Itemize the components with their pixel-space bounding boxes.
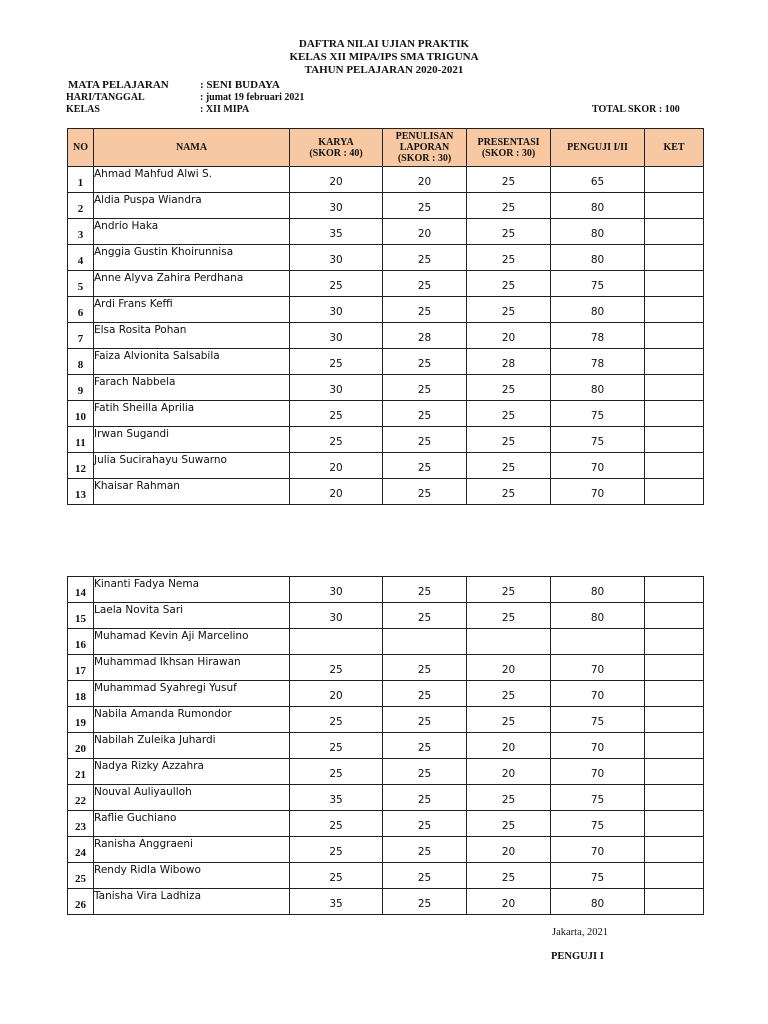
laporan-score: 20 [383,167,467,193]
ket-cell [645,245,704,271]
table-row [68,297,704,323]
laporan-score: 25 [383,577,467,603]
row-number: 5 [68,271,94,297]
document-subtitle-class: KELAS XII MIPA/IPS SMA TRIGUNA [289,51,479,63]
penguji-score: 80 [551,193,645,219]
presentasi-score: 25 [467,681,551,707]
presentasi-score: 25 [467,167,551,193]
col-header-presentasi-score: (SKOR : 30) [481,147,536,159]
laporan-score: 28 [383,323,467,349]
table-row [68,655,704,681]
col-header-presentasi [467,129,551,167]
laporan-score: 25 [383,811,467,837]
student-name: Nabilah Zuleika Juhardi [94,733,290,759]
table-row [68,375,704,401]
presentasi-score: 25 [467,863,551,889]
penguji-score: 70 [551,453,645,479]
class-value: : XII MIPA [200,104,250,115]
student-name: Raflie Guchiano [94,811,290,837]
presentasi-score: 20 [467,323,551,349]
row-number: 22 [68,785,94,811]
penguji-score: 80 [551,297,645,323]
ket-cell [645,453,704,479]
ket-cell [645,219,704,245]
student-name: Anne Alyva Zahira Perdhana [94,271,290,297]
ket-cell [645,375,704,401]
presentasi-score: 25 [467,453,551,479]
table-row [68,349,704,375]
table-row [68,889,704,915]
table-row [68,401,704,427]
penguji-score: 70 [551,759,645,785]
presentasi-score: 20 [467,759,551,785]
laporan-score: 25 [383,759,467,785]
row-number: 7 [68,323,94,349]
presentasi-score: 20 [467,837,551,863]
ket-cell [645,167,704,193]
row-number: 15 [68,603,94,629]
student-name: Laela Novita Sari [94,603,290,629]
ket-cell [645,681,704,707]
penguji-score: 70 [551,479,645,505]
ket-cell [645,759,704,785]
presentasi-score [467,629,551,655]
karya-score: 25 [290,837,383,863]
table-row [68,479,704,505]
penguji-score: 75 [551,863,645,889]
ket-cell [645,837,704,863]
ket-cell [645,629,704,655]
laporan-score: 25 [383,193,467,219]
karya-score: 20 [290,479,383,505]
col-header-presentasi-title: PRESENTASI [477,136,540,148]
table-row [68,427,704,453]
penguji-score: 75 [551,811,645,837]
penguji-score: 75 [551,427,645,453]
col-header-laporan-title-1: PENULISAN [395,131,454,142]
presentasi-score: 25 [467,193,551,219]
table-row [68,193,704,219]
penguji-score: 70 [551,681,645,707]
row-number: 2 [68,193,94,219]
karya-score: 35 [290,889,383,915]
karya-score: 35 [290,785,383,811]
row-number: 14 [68,577,94,603]
table-row [68,219,704,245]
karya-score: 25 [290,733,383,759]
student-name: Ranisha Anggraeni [94,837,290,863]
ket-cell [645,811,704,837]
laporan-score: 25 [383,349,467,375]
row-number: 25 [68,863,94,889]
row-number: 11 [68,427,94,453]
penguji-score: 70 [551,837,645,863]
karya-score: 30 [290,577,383,603]
table-row [68,603,704,629]
student-name: Anggia Gustin Khoirunnisa [94,245,290,271]
presentasi-score: 25 [467,375,551,401]
col-header-karya [290,129,383,167]
row-number: 6 [68,297,94,323]
student-name: Aldia Puspa Wiandra [94,193,290,219]
col-header-karya-score: (SKOR : 40) [309,147,363,159]
karya-score: 25 [290,707,383,733]
document-title: DAFTRA NILAI UJIAN PRAKTIK [298,38,470,50]
student-name: Julia Sucirahayu Suwarno [94,453,290,479]
table-row [68,863,704,889]
presentasi-score: 25 [467,603,551,629]
penguji-score: 75 [551,785,645,811]
row-number: 18 [68,681,94,707]
row-number: 24 [68,837,94,863]
ket-cell [645,297,704,323]
ket-cell [645,733,704,759]
laporan-score: 25 [383,837,467,863]
ket-cell [645,707,704,733]
karya-score: 25 [290,863,383,889]
penguji-score [551,629,645,655]
table-row [68,785,704,811]
date-value: : jumat 19 februari 2021 [200,92,305,103]
karya-score: 25 [290,427,383,453]
table-row [68,629,704,655]
row-number: 4 [68,245,94,271]
row-number: 9 [68,375,94,401]
laporan-score [383,629,467,655]
table-row [68,837,704,863]
laporan-score: 25 [383,271,467,297]
laporan-score: 25 [383,707,467,733]
student-name: Elsa Rosita Pohan [94,323,290,349]
karya-score: 25 [290,401,383,427]
row-number: 16 [68,629,94,655]
presentasi-score: 20 [467,655,551,681]
row-number: 3 [68,219,94,245]
laporan-score: 25 [383,655,467,681]
student-name: Andrio Haka [94,219,290,245]
laporan-score: 25 [383,401,467,427]
laporan-score: 25 [383,889,467,915]
row-number: 8 [68,349,94,375]
signer-title: PENGUJI I [551,951,604,962]
student-name: Ardi Frans Keffi [94,297,290,323]
karya-score: 30 [290,297,383,323]
student-name: Nadya Rizky Azzahra [94,759,290,785]
student-name: Ahmad Mahfud Alwi S. [94,167,290,193]
ket-cell [645,655,704,681]
presentasi-score: 25 [467,577,551,603]
student-name: Tanisha Vira Ladhiza [94,889,290,915]
ket-cell [645,785,704,811]
penguji-score: 80 [551,375,645,401]
karya-score: 30 [290,193,383,219]
row-number: 23 [68,811,94,837]
table-row [68,271,704,297]
col-header-karya-title: KARYA [318,136,354,148]
student-name: Muhamad Kevin Aji Marcelino [94,629,290,655]
subject-label: MATA PELAJARAN [68,79,169,91]
student-name: Rendy Ridla Wibowo [94,863,290,889]
table-row [68,681,704,707]
presentasi-score: 25 [467,427,551,453]
table-row [68,811,704,837]
laporan-score: 25 [383,785,467,811]
laporan-score: 20 [383,219,467,245]
student-name: Fatih Sheilla Aprilia [94,401,290,427]
laporan-score: 25 [383,603,467,629]
penguji-score: 70 [551,733,645,759]
presentasi-score: 25 [467,707,551,733]
laporan-score: 25 [383,733,467,759]
ket-cell [645,479,704,505]
karya-score: 30 [290,375,383,401]
penguji-score: 78 [551,323,645,349]
karya-score: 25 [290,349,383,375]
penguji-score: 80 [551,219,645,245]
col-header-penguji: PENGUJI I/II [551,129,645,167]
presentasi-score: 20 [467,733,551,759]
ket-cell [645,603,704,629]
penguji-score: 80 [551,603,645,629]
student-name: Muhammad Syahregi Yusuf [94,681,290,707]
penguji-score: 75 [551,271,645,297]
row-number: 10 [68,401,94,427]
penguji-score: 75 [551,707,645,733]
student-name: Irwan Sugandi [94,427,290,453]
ket-cell [645,193,704,219]
laporan-score: 25 [383,453,467,479]
laporan-score: 25 [383,245,467,271]
document-subtitle-year: TAHUN PELAJARAN 2020-2021 [304,64,464,76]
ket-cell [645,863,704,889]
karya-score: 25 [290,811,383,837]
karya-score: 35 [290,219,383,245]
laporan-score: 25 [383,479,467,505]
karya-score: 30 [290,245,383,271]
col-header-nama: NAMA [94,129,290,167]
table-header-row [68,129,704,167]
karya-score [290,629,383,655]
col-header-ket: KET [645,129,704,167]
ket-cell [645,323,704,349]
ket-cell [645,889,704,915]
presentasi-score: 25 [467,271,551,297]
row-number: 17 [68,655,94,681]
subject-value: : SENI BUDAYA [200,79,280,91]
col-header-laporan-score: (SKOR : 30) [397,153,452,164]
row-number: 13 [68,479,94,505]
ket-cell [645,271,704,297]
table-row [68,453,704,479]
laporan-score: 25 [383,375,467,401]
col-header-no: NO [68,129,94,167]
score-table-bottom [67,576,704,915]
col-header-laporan-title-2: LAPORAN [399,142,450,153]
presentasi-score: 25 [467,245,551,271]
karya-score: 25 [290,655,383,681]
karya-score: 30 [290,603,383,629]
penguji-score: 70 [551,655,645,681]
row-number: 19 [68,707,94,733]
penguji-score: 80 [551,889,645,915]
table-row [68,167,704,193]
table-row [68,245,704,271]
presentasi-score: 28 [467,349,551,375]
row-number: 12 [68,453,94,479]
class-label: KELAS [66,104,100,115]
penguji-score: 78 [551,349,645,375]
laporan-score: 25 [383,863,467,889]
karya-score: 20 [290,681,383,707]
ket-cell [645,401,704,427]
ket-cell [645,577,704,603]
place-date: Jakarta, 2021 [552,927,608,938]
laporan-score: 25 [383,427,467,453]
student-name: Muhammad Ikhsan Hirawan [94,655,290,681]
table-row [68,323,704,349]
student-name: Khaisar Rahman [94,479,290,505]
karya-score: 25 [290,759,383,785]
date-label: HARI/TANGGAL [66,92,145,103]
penguji-score: 65 [551,167,645,193]
penguji-score: 80 [551,577,645,603]
presentasi-score: 25 [467,479,551,505]
ket-cell [645,349,704,375]
presentasi-score: 25 [467,219,551,245]
karya-score: 20 [290,167,383,193]
table-row [68,707,704,733]
row-number: 1 [68,167,94,193]
row-number: 20 [68,733,94,759]
student-name: Nouval Auliyaulloh [94,785,290,811]
presentasi-score: 20 [467,889,551,915]
total-score: TOTAL SKOR : 100 [592,104,680,115]
karya-score: 20 [290,453,383,479]
presentasi-score: 25 [467,401,551,427]
presentasi-score: 25 [467,811,551,837]
score-table-top [67,128,704,505]
laporan-score: 25 [383,681,467,707]
presentasi-score: 25 [467,297,551,323]
row-number: 26 [68,889,94,915]
penguji-score: 80 [551,245,645,271]
laporan-score: 25 [383,297,467,323]
presentasi-score: 25 [467,785,551,811]
karya-score: 25 [290,271,383,297]
student-name: Nabila Amanda Rumondor [94,707,290,733]
karya-score: 30 [290,323,383,349]
table-row [68,733,704,759]
col-header-laporan [383,129,467,167]
table-row [68,759,704,785]
penguji-score: 75 [551,401,645,427]
row-number: 21 [68,759,94,785]
student-name: Farach Nabbela [94,375,290,401]
ket-cell [645,427,704,453]
student-name: Faiza Alvionita Salsabila [94,349,290,375]
table-row [68,577,704,603]
student-name: Kinanti Fadya Nema [94,577,290,603]
